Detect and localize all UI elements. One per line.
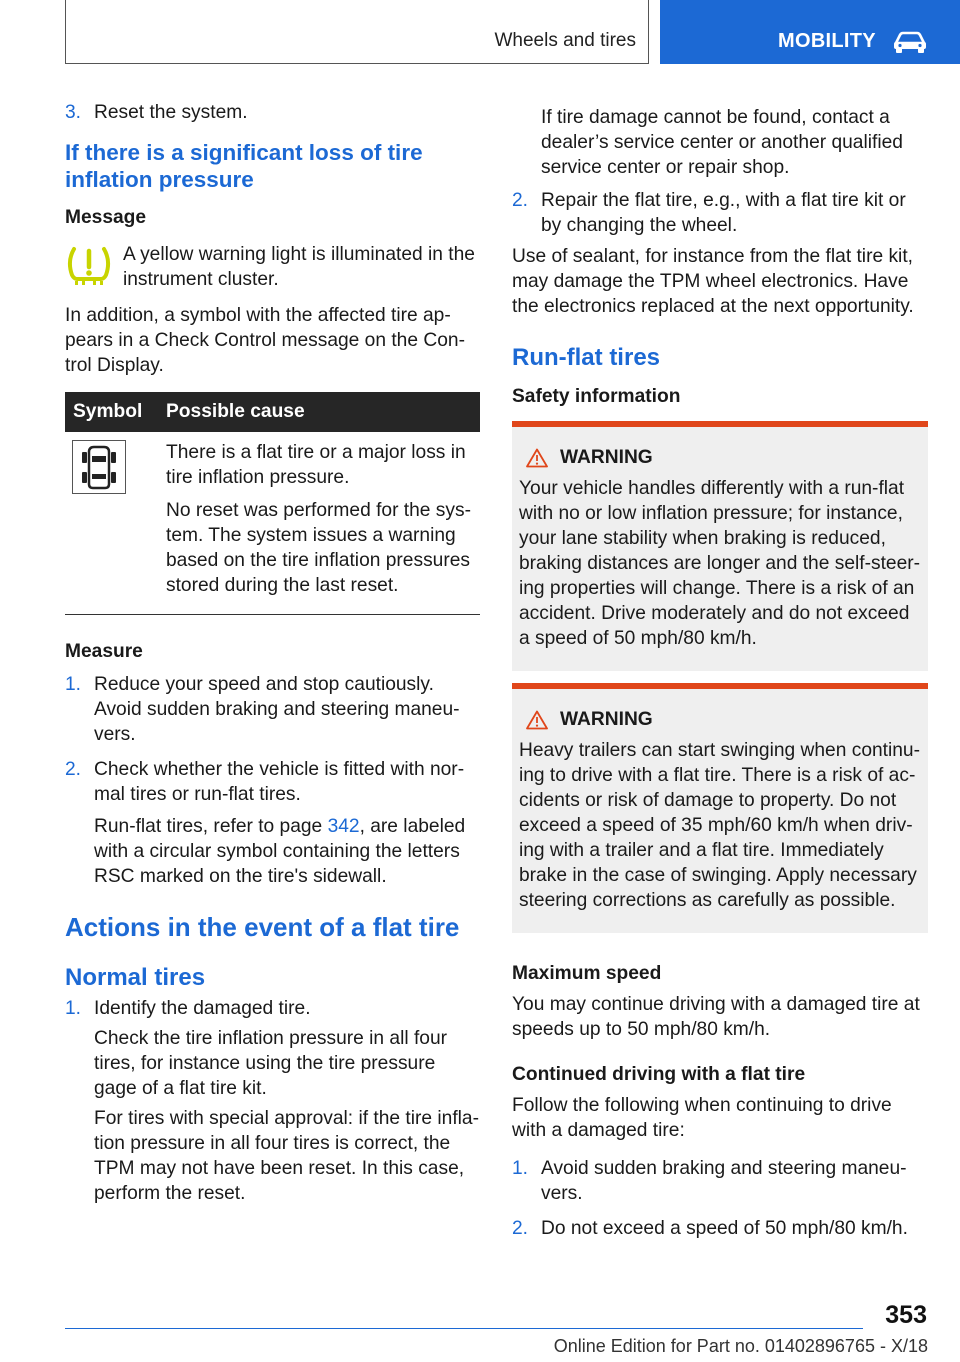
header-section-title: Wheels and tires <box>494 30 636 51</box>
warning-light-text: A yellow warning light is illuminated in the instrument cluster. <box>123 244 475 290</box>
heading-message: Message <box>65 207 147 228</box>
step-continuation: Check the tire inflation pressure in all four tires, for instance using the tire pressure gage of a flat tire kit. <box>94 1028 448 1099</box>
list-item <box>512 1156 928 1206</box>
step-text: Avoid sudden braking and steering maneuvers. <box>541 1158 907 1204</box>
page-number: 353 <box>885 1301 927 1329</box>
table-bottom-rule <box>65 614 480 615</box>
list-item <box>65 757 480 807</box>
heading-measure: Measure <box>65 641 143 662</box>
car-icon <box>892 30 928 54</box>
right-column <box>512 105 928 1251</box>
warning-triangle-icon <box>526 710 548 730</box>
step-text: Check whether the vehicle is fitted with normal tires or run-flat tires. <box>94 759 465 805</box>
footer-rule <box>65 1328 863 1329</box>
flat-tire-car-icon <box>79 444 119 490</box>
step-text: Do not exceed a speed of 50 mph/80 km/h. <box>541 1218 908 1239</box>
heading-normal-tires: Normal tires <box>65 964 206 991</box>
addition-paragraph: In addition, a symbol with the affected tire appears in a Check Control message on the Control Display. <box>65 305 465 376</box>
step-text: Reduce your speed and stop cautiously. Avoid sudden braking and steering maneuvers. <box>94 674 460 745</box>
step-text: Repair the flat tire, e.g., with a flat tire kit or by changing the wheel. <box>541 190 906 236</box>
heading-significant-loss: If there is a significant loss of tire inflation pressure <box>65 140 423 192</box>
heading-continued-driving: Continued driving with a flat tire <box>512 1064 806 1085</box>
symbol-box <box>72 440 126 494</box>
heading-safety-information: Safety information <box>512 386 681 407</box>
continued-driving-text: Follow the following when continuing to drive with a damaged tire: <box>512 1095 892 1141</box>
warning-box <box>512 421 928 671</box>
tire-pressure-warning-icon <box>65 243 113 287</box>
header-chapter-title: MOBILITY <box>778 30 876 52</box>
cause-text: No reset was performed for the system. The system issues a warning based on the tire inflation pressures stored during the last reset. <box>166 500 471 596</box>
sealant-paragraph: Use of sealant, for instance from the flat tire kit, may damage the TPM wheel electronics. Have the electronics replaced at the next opportunity. <box>512 246 914 317</box>
warning-title: WARNING <box>560 447 653 468</box>
header-chapter-tab[interactable] <box>660 0 960 64</box>
heading-run-flat: Run-flat tires <box>512 344 661 371</box>
warning-light-row <box>65 242 480 292</box>
step-number: 1. <box>512 1158 529 1179</box>
list-item <box>512 188 928 238</box>
header-section-box <box>65 0 649 64</box>
list-item <box>65 996 480 1021</box>
warning-triangle-icon <box>526 448 548 468</box>
step-number: 3. <box>65 102 82 123</box>
heading-maximum-speed: Maximum speed <box>512 963 662 984</box>
left-column <box>65 100 480 1216</box>
warning-title: WARNING <box>560 709 653 730</box>
table-row <box>65 432 480 612</box>
maximum-speed-text: You may continue driving with a damaged tire at speeds up to 50 mph/80 km/h. <box>512 994 920 1040</box>
column-header-cause: Possible cause <box>158 392 480 432</box>
step-continuation <box>65 814 480 889</box>
heading-actions-flat-tire: Actions in the event of a flat tire <box>65 912 460 942</box>
list-item <box>65 100 480 125</box>
list-item <box>65 672 480 747</box>
step-number: 2. <box>512 1218 529 1239</box>
step-text: Reset the system. <box>94 102 248 123</box>
step-number: 1. <box>65 674 82 695</box>
page-link[interactable]: 342 <box>327 816 360 837</box>
step-continuation: If tire damage cannot be found, contact a dealer’s service center or another qualified service center or repair shop. <box>541 107 903 178</box>
step-continuation: For tires with special approval: if the tire inflation pressure in all four tires is correct, the TPM may not have been reset. In this case, perform the reset. <box>94 1108 479 1204</box>
warning-title-row <box>519 447 921 469</box>
warning-text: Heavy trailers can start swinging when continuing to drive with a flat tire. There is a risk of accidents or risk of damage to property. Do not exceed a speed of 35 mph/60 km/h when driving with a trailer and a flat tire. Immediately brake in the case of swinging. Apply necessary steering corrections as carefully as possible. <box>519 740 920 911</box>
list-item <box>512 1216 928 1241</box>
cause-text: There is a flat tire or a major loss in tire inflation pressure. <box>166 442 466 488</box>
warning-text: Your vehicle handles differently with a run-flat with no or low inflation pressure; for instance, your lane stability when braking is reduced, braking distances are longer and the self-steering properties will change. There is a risk of an accident. Drive moderately and do not exceed a speed of 50 mph/80 km/h. <box>519 478 921 649</box>
step-number: 2. <box>65 759 82 780</box>
continuation-text: , are labeled with a circular symbol containing the letters RSC marked on the tire's sidewall. <box>94 816 466 887</box>
warning-box <box>512 683 928 933</box>
step-text: Identify the damaged tire. <box>94 998 311 1019</box>
column-header-symbol: Symbol <box>65 392 158 432</box>
step-number: 2. <box>512 190 529 211</box>
symbol-table <box>65 392 480 612</box>
footer-edition-text: Online Edition for Part no. 01402896765 - X/18 <box>553 1336 928 1356</box>
warning-title-row <box>519 709 921 731</box>
continuation-text: Run-flat tires, refer to page <box>94 816 328 837</box>
step-number: 1. <box>65 998 82 1019</box>
